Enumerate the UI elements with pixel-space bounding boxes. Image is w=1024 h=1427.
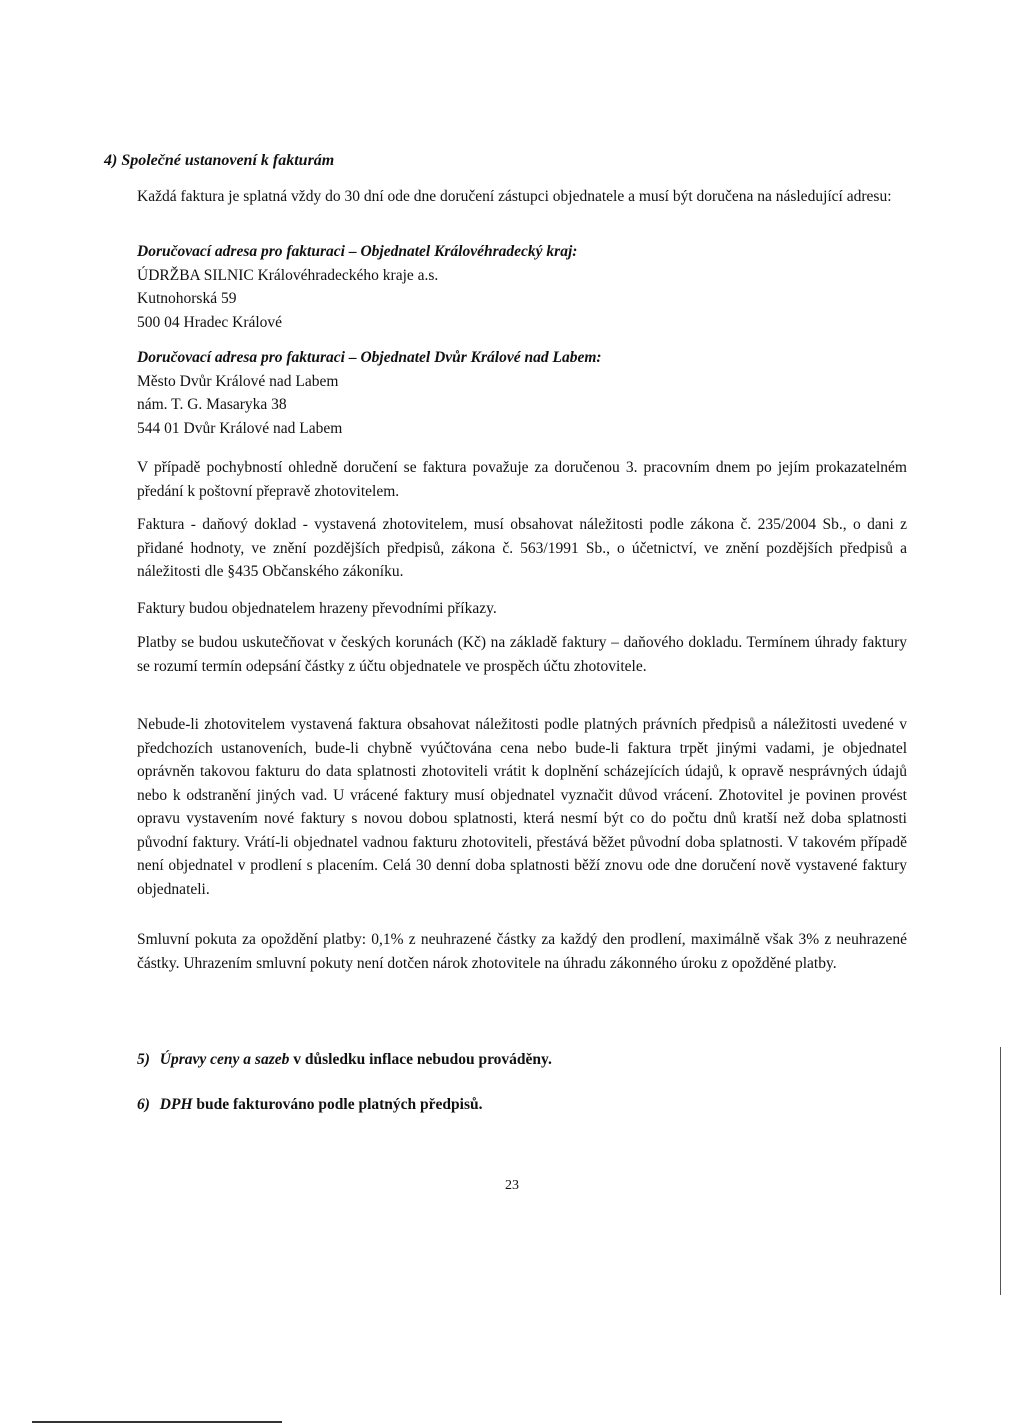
right-margin-line (1000, 1047, 1001, 1295)
address-2-label: Doručovací adresa pro fakturaci – Objednatel Dvůr Králové nad Labem: (137, 349, 602, 366)
section-4-intro (137, 185, 907, 209)
paragraph-delivery-doubt (137, 456, 907, 503)
address-2-line-3: 544 01 Dvůr Králové nad Labem (137, 419, 343, 437)
paragraph-text: Faktury budou objednatelem hrazeny převodními příkazy. (137, 600, 497, 617)
section-6-text: bude fakturováno podle platných předpisů. (196, 1096, 483, 1113)
address-2-line-1: Město Dvůr Králové nad Labem (137, 372, 339, 390)
address-block-1 (137, 240, 907, 334)
paragraph-text: Nebude-li zhotovitelem vystavená faktura obsahovat náležitosti podle platných právních předpisů a náležitosti uvedené v předchozích ustanoveních, bude-li chybně vyúčtována cena nebo bude-li faktura trpět jinými vadami, je objednatel oprávněn takovou fakturu do data splatnosti zhotoviteli vrátit k doplnění scházejících údajů, k opravě nesprávných údajů nebo k odstranění jiných vad. U vrácené faktury musí objednatel vyznačit důvod vrácení. Zhotovitel je povinen provést opravu vystavením nové faktury s novou dobou splatnosti, která nesmí být co do počtu dnů kratší než doba splatnosti původní faktury. Vrátí-li objednatel vadnou fakturu zhotoviteli, přestává běžet původní doba splatnosti. V takovém případě není objednatel v prodlení s placením. Celá 30 denní doba splatnosti běží znovu ode dne doručení nově vystavené faktury objednateli. (137, 716, 907, 898)
paragraph-payment-orders (137, 597, 907, 621)
address-1-label: Doručovací adresa pro fakturaci – Objednatel Královéhradecký kraj: (137, 243, 578, 260)
paragraph-invoice-requirements (137, 513, 907, 584)
paragraph-invoice-return (137, 713, 907, 901)
section-6 (137, 1093, 483, 1116)
section-5-number: 5) (137, 1051, 150, 1068)
bottom-edge-line (32, 1421, 282, 1423)
paragraph-text: Faktura - daňový doklad - vystavená zhotovitelem, musí obsahovat náležitosti podle zákona č. 235/2004 Sb., o dani z přidané hodnoty, ve znění pozdějších předpisů, zákona č. 563/1991 Sb., o účetnictví, ve znění pozdějších předpisů a náležitosti dle §435 Občanského zákoníku. (137, 516, 907, 580)
paragraph-text: Platby se budou uskutečňovat v českých korunách (Kč) na základě faktury – daňového dokladu. Termínem úhrady faktury se rozumí termín odepsání částky z účtu objednatele ve prospěch účtu zhotovitele. (137, 634, 907, 675)
section-4-heading: 4) Společné ustanovení k fakturám (104, 152, 335, 169)
section-5 (137, 1048, 552, 1071)
paragraph-text: Smluvní pokuta za opoždění platby: 0,1% z neuhrazené částky za každý den prodlení, maximálně však 3% z neuhrazené částky. Uhrazením smluvní pokuty není dotčen nárok zhotovitele na úhradu zákonného úroku z opožděné platby. (137, 931, 907, 972)
section-6-number: 6) (137, 1096, 150, 1113)
address-block-2 (137, 346, 907, 440)
section-5-text: v důsledku inflace nebudou prováděny. (293, 1051, 552, 1068)
address-1-line-1: ÚDRŽBA SILNIC Královéhradeckého kraje a.s. (137, 266, 439, 284)
page-number: 23 (505, 1178, 519, 1193)
paragraph-text: V případě pochybností ohledně doručení se faktura považuje za doručenou 3. pracovním dnem po jejím prokazatelném předání k poštovní přepravě zhotovitelem. (137, 459, 907, 500)
address-1-line-2: Kutnohorská 59 (137, 290, 237, 307)
section-5-emphasis: Úpravy ceny a sazeb (159, 1051, 290, 1068)
section-6-emphasis: DPH (159, 1096, 193, 1113)
address-2-line-2: nám. T. G. Masaryka 38 (137, 396, 287, 413)
address-1-line-3: 500 04 Hradec Králové (137, 313, 283, 331)
intro-paragraph: Každá faktura je splatná vždy do 30 dní ode dne doručení zástupci objednatele a musí být doručena na následující adresu: (137, 188, 892, 205)
paragraph-penalty (137, 928, 907, 975)
paragraph-payment-currency (137, 631, 907, 678)
